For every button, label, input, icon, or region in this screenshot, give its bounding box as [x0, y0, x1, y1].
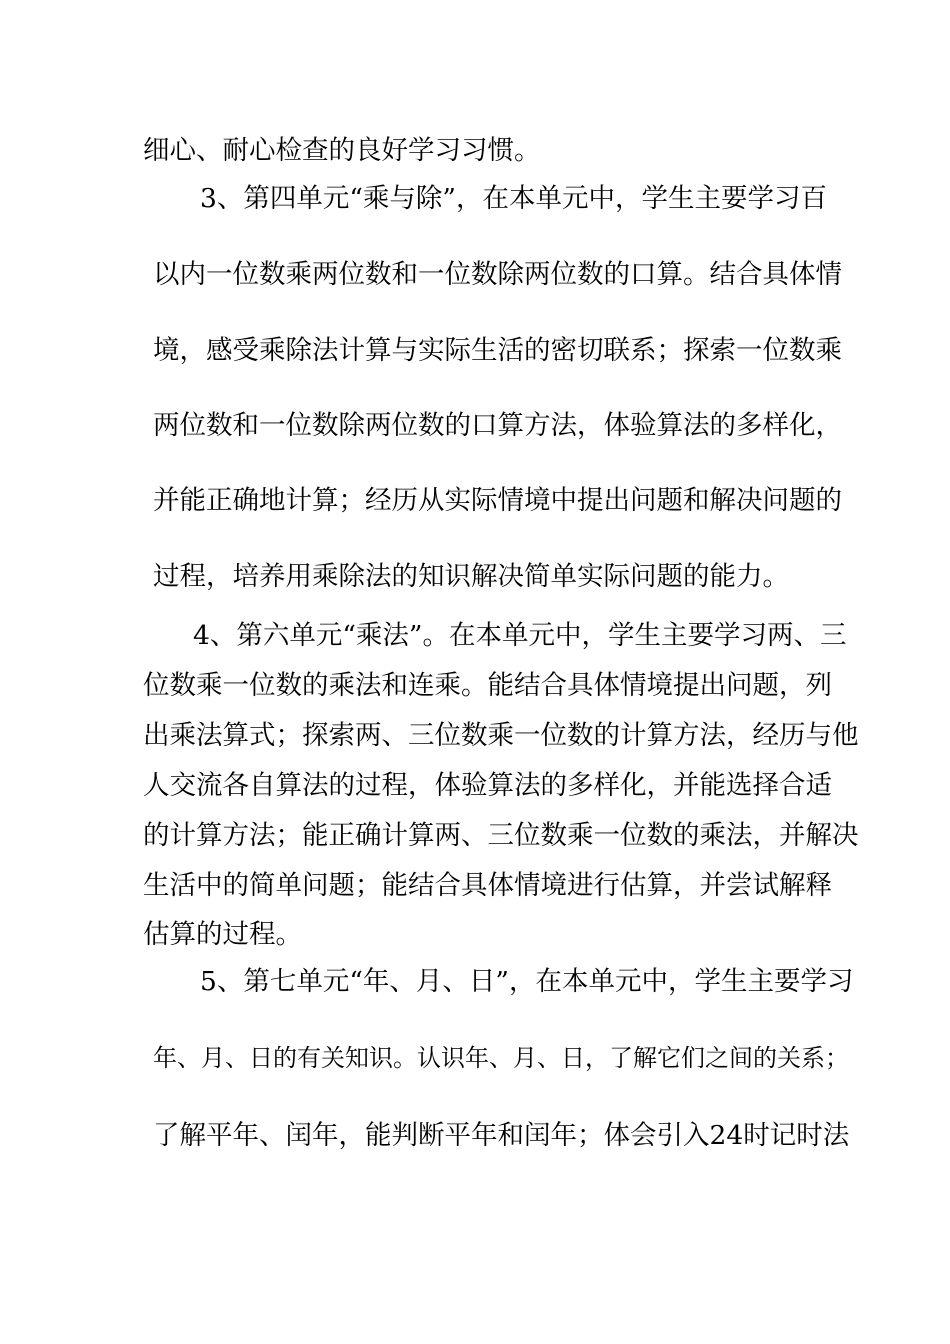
text-line-1: 细心、耐心检查的良好学习习惯。 [143, 135, 541, 166]
text-line-4: 境，感受乘除法计算与实际生活的密切联系；探索一位数乘 [153, 335, 842, 366]
text-line-12: 的计算方法；能正确计算两、三位数乘一位数的乘法，并解决 [143, 820, 859, 851]
text-line-7: 过程，培养用乘除法的知识解决简单实际问题的能力。 [153, 561, 789, 592]
text-line-15: 5、第七单元“年、月、日”，在本单元中，学生主要学习 [200, 966, 854, 997]
text-line-14: 估算的过程。 [143, 919, 302, 950]
text-line-11: 人交流各自算法的过程，体验算法的多样化，并能选择合适 [143, 770, 832, 801]
text-line-2: 3、第四单元“乘与除”，在本单元中，学生主要学习百 [200, 183, 827, 214]
text-line-3: 以内一位数乘两位数和一位数除两位数的口算。结合具体情 [153, 259, 842, 290]
text-line-8: 4、第六单元“乘法”。在本单元中，学生主要学习两、三 [193, 620, 847, 651]
text-line-16: 年、月、日的有关知识。认识年、月、日，了解它们之间的关系； [153, 1044, 849, 1072]
text-line-5: 两位数和一位数除两位数的口算方法，体验算法的多样化， [153, 410, 842, 441]
text-line-9: 位数乘一位数的乘法和连乘。能结合具体情境提出问题，列 [143, 670, 832, 701]
text-line-6: 并能正确地计算；经历从实际情境中提出问题和解决问题的 [153, 485, 842, 516]
text-line-10: 出乘法算式；探索两、三位数乘一位数的计算方法，经历与他 [143, 720, 859, 751]
text-line-17: 了解平年、闰年，能判断平年和闰年；体会引入24时记时法 [153, 1120, 850, 1151]
text-line-13: 生活中的简单问题；能结合具体情境进行估算，并尝试解释 [143, 870, 832, 901]
